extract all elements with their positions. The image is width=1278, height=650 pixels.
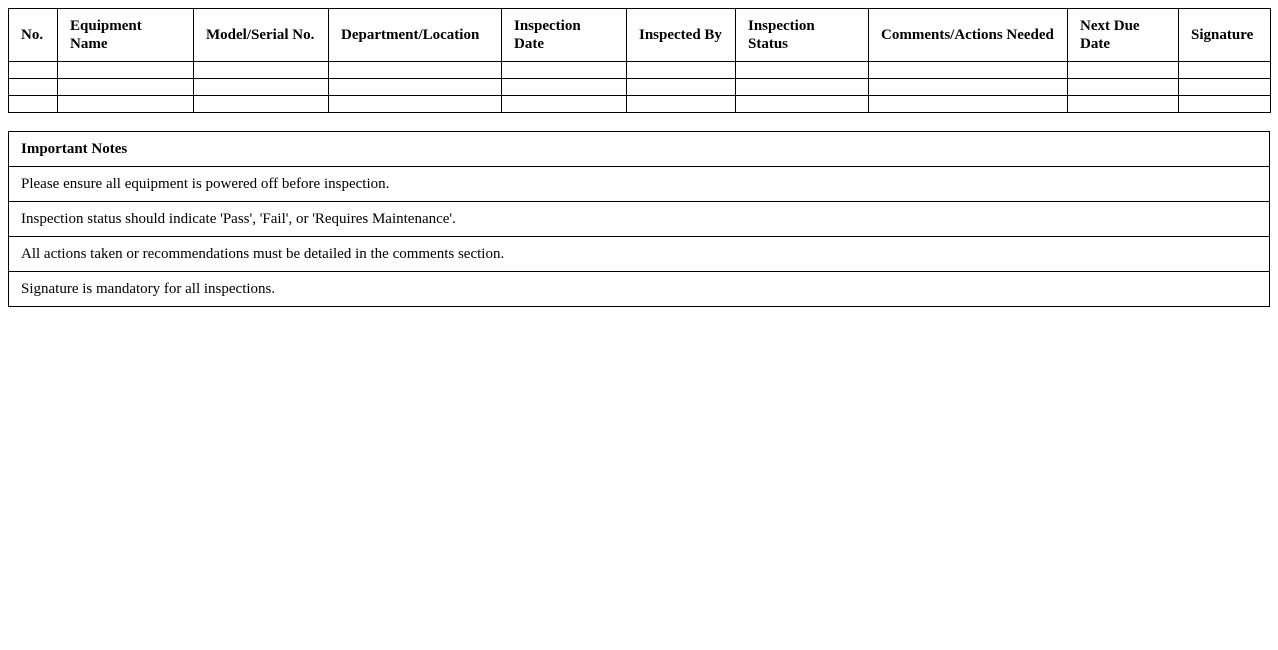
note-row bbox=[9, 272, 1270, 307]
table-cell bbox=[9, 96, 58, 113]
table-cell bbox=[9, 62, 58, 79]
table-cell bbox=[627, 79, 736, 96]
table-cell bbox=[736, 79, 869, 96]
table-cell bbox=[58, 96, 194, 113]
note-item: Inspection status should indicate 'Pass', 'Fail', or 'Requires Maintenance'. bbox=[9, 202, 1270, 237]
table-cell bbox=[1068, 79, 1179, 96]
table-cell bbox=[736, 62, 869, 79]
document-page bbox=[8, 8, 1270, 307]
note-row bbox=[9, 237, 1270, 272]
table-cell bbox=[869, 62, 1068, 79]
table-cell bbox=[194, 79, 329, 96]
header-model-serial: Model/Serial No. bbox=[194, 9, 329, 62]
notes-title: Important Notes bbox=[9, 132, 1270, 167]
header-inspection-status: Inspection Status bbox=[736, 9, 869, 62]
table-row bbox=[9, 62, 1271, 79]
table-cell bbox=[502, 96, 627, 113]
table-cell bbox=[502, 79, 627, 96]
header-equipment-name: Equipment Name bbox=[58, 9, 194, 62]
table-cell bbox=[627, 96, 736, 113]
header-inspection-date: Inspection Date bbox=[502, 9, 627, 62]
table-row bbox=[9, 96, 1271, 113]
note-row bbox=[9, 167, 1270, 202]
table-cell bbox=[1179, 62, 1271, 79]
header-next-due-date: Next Due Date bbox=[1068, 9, 1179, 62]
table-cell bbox=[1068, 62, 1179, 79]
table-cell bbox=[58, 79, 194, 96]
table-cell bbox=[869, 96, 1068, 113]
table-cell bbox=[329, 62, 502, 79]
table-cell bbox=[627, 62, 736, 79]
table-cell bbox=[329, 79, 502, 96]
header-no: No. bbox=[9, 9, 58, 62]
header-department-location: Department/Location bbox=[329, 9, 502, 62]
table-cell bbox=[329, 96, 502, 113]
inspection-log-table bbox=[8, 8, 1271, 113]
table-row bbox=[9, 79, 1271, 96]
note-item: Please ensure all equipment is powered off before inspection. bbox=[9, 167, 1270, 202]
table-cell bbox=[1179, 79, 1271, 96]
table-cell bbox=[502, 62, 627, 79]
table-cell bbox=[194, 96, 329, 113]
table-cell bbox=[1179, 96, 1271, 113]
header-signature: Signature bbox=[1179, 9, 1271, 62]
table-cell bbox=[1068, 96, 1179, 113]
header-inspected-by: Inspected By bbox=[627, 9, 736, 62]
table-cell bbox=[736, 96, 869, 113]
note-row bbox=[9, 202, 1270, 237]
table-cell bbox=[58, 62, 194, 79]
note-item: Signature is mandatory for all inspections. bbox=[9, 272, 1270, 307]
header-comments-actions: Comments/Actions Needed bbox=[869, 9, 1068, 62]
notes-header-row bbox=[9, 132, 1270, 167]
important-notes-table bbox=[8, 131, 1270, 307]
note-item: All actions taken or recommendations must be detailed in the comments section. bbox=[9, 237, 1270, 272]
table-cell bbox=[9, 79, 58, 96]
table-header-row bbox=[9, 9, 1271, 62]
table-cell bbox=[194, 62, 329, 79]
table-cell bbox=[869, 79, 1068, 96]
